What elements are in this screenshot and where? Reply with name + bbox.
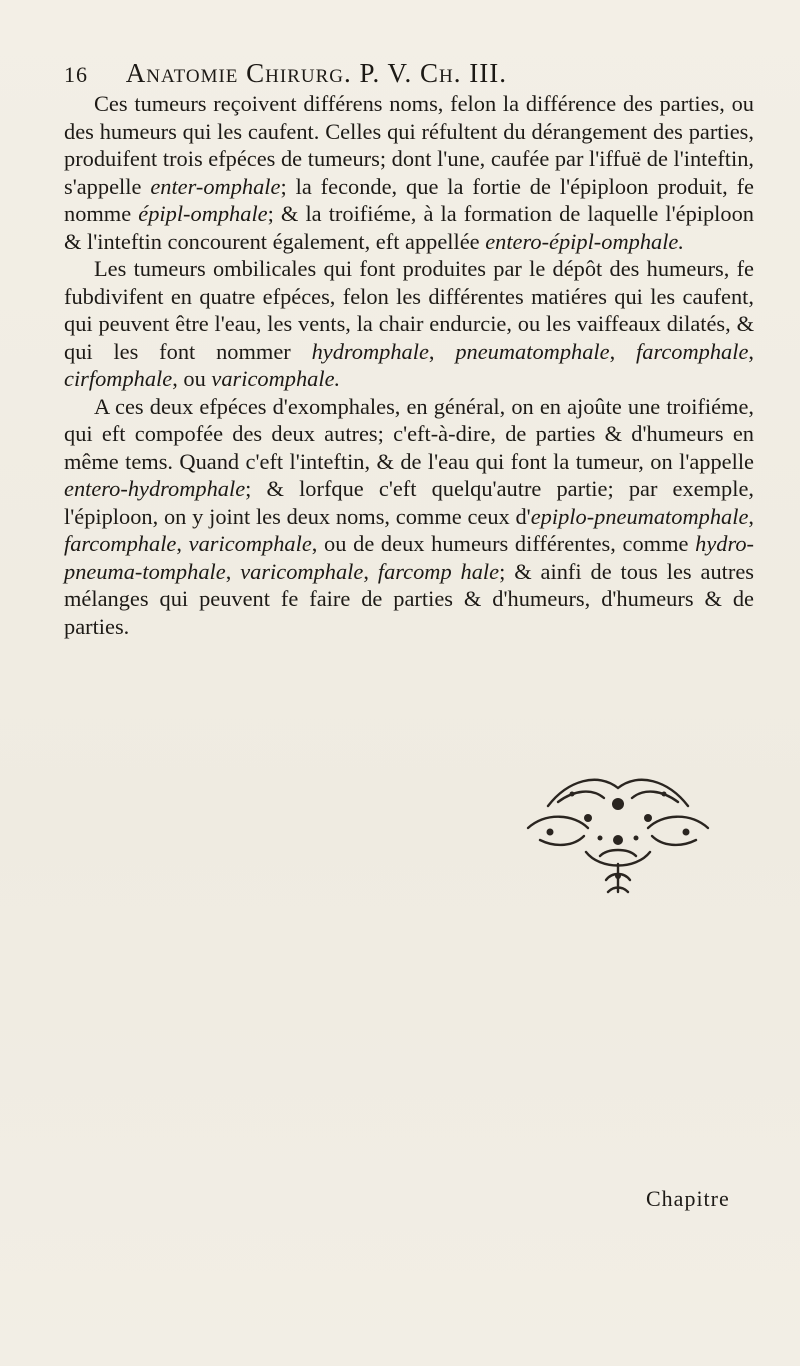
term: hydromphale — [311, 338, 429, 364]
term: épipl-omphale — [138, 201, 268, 226]
text-run: , ou — [172, 366, 212, 391]
floral-tailpiece-icon — [488, 758, 748, 908]
text-run: , — [176, 531, 189, 556]
catchword: Chapitre — [646, 1186, 730, 1211]
text-run: , — [428, 338, 456, 364]
text-run: , — [225, 558, 241, 584]
term: farcomphale — [64, 531, 177, 556]
term: farcomp hale — [377, 558, 500, 584]
text-run: , — [609, 338, 637, 364]
term: hydro-pneuma-tomphale — [64, 531, 754, 584]
text-run: Les tumeurs ombilicales qui font produites par le dépôt des humeurs, fe fubdivifent en quatre efpéces, felon les différentes matiéres qui les caufent, qui peuvent être l'eau, les vents, la chair endurcie, ou les vaiffeaux dilatés, & qui les font nommer — [64, 256, 754, 364]
paragraph-1 — [64, 90, 754, 255]
term: epiplo-pneumatomphale — [530, 503, 749, 529]
paragraph-2 — [64, 255, 754, 393]
term: pneumatomphale — [455, 338, 610, 364]
paragraph-3 — [64, 393, 754, 641]
page-header — [64, 58, 754, 90]
term: entero-épipl-omphale. — [485, 228, 684, 254]
term: cirfomphale — [64, 366, 173, 391]
text-run: , ou de deux humeurs différentes, comme — [311, 531, 696, 556]
text-run: ; & la troifiéme, à la formation de laquelle l'épiploon & l'inteftin concourent également, eft appellée — [64, 201, 754, 254]
text-run: A ces deux efpéces d'exomphales, en général, on en ajoûte une troifiéme, qui eft compofée des deux autres; c'eft-à-dire, de parties & d'humeurs en même tems. Quand c'eft l'inteftin, & de l'eau qui font la tumeur, on l'appelle — [64, 393, 754, 474]
text-run: , — [748, 338, 754, 364]
running-title: Anatomie Chirurg. P. V. Ch. III. — [125, 58, 507, 88]
text-run: ; & lorfque c'eft quelqu'autre partie; par exemple, l'épiploon, on y joint les deux noms, comme ceux d' — [64, 476, 754, 529]
page-number: 16 — [64, 62, 88, 87]
text-run: , — [748, 503, 754, 529]
term: varicomphale — [188, 531, 312, 556]
term: varicomphale. — [211, 366, 341, 391]
text-run: Ces tumeurs reçoivent différens noms, felon la différence des parties, ou des humeurs qui les caufent. Celles qui réfultent du dérangement des parties, produifent trois efpéces de tumeurs; dont l'une, caufée par l'iffuë de l'inteftin, s'appelle — [64, 91, 755, 199]
term: entero-hydromphale — [64, 476, 246, 501]
term: varicomphale — [240, 558, 364, 584]
text-run: ; & ainfi de tous les autres mélanges qui peuvent fe faire de parties & d'humeurs, d'humeurs & de parties. — [64, 558, 755, 639]
term: enter-omphale — [150, 173, 281, 199]
text-run: , — [363, 558, 378, 584]
body-text — [64, 90, 754, 640]
text-run: ; la feconde, que la fortie de l'épiploon produit, fe nomme — [64, 173, 754, 226]
term: farcomphale — [636, 338, 749, 364]
